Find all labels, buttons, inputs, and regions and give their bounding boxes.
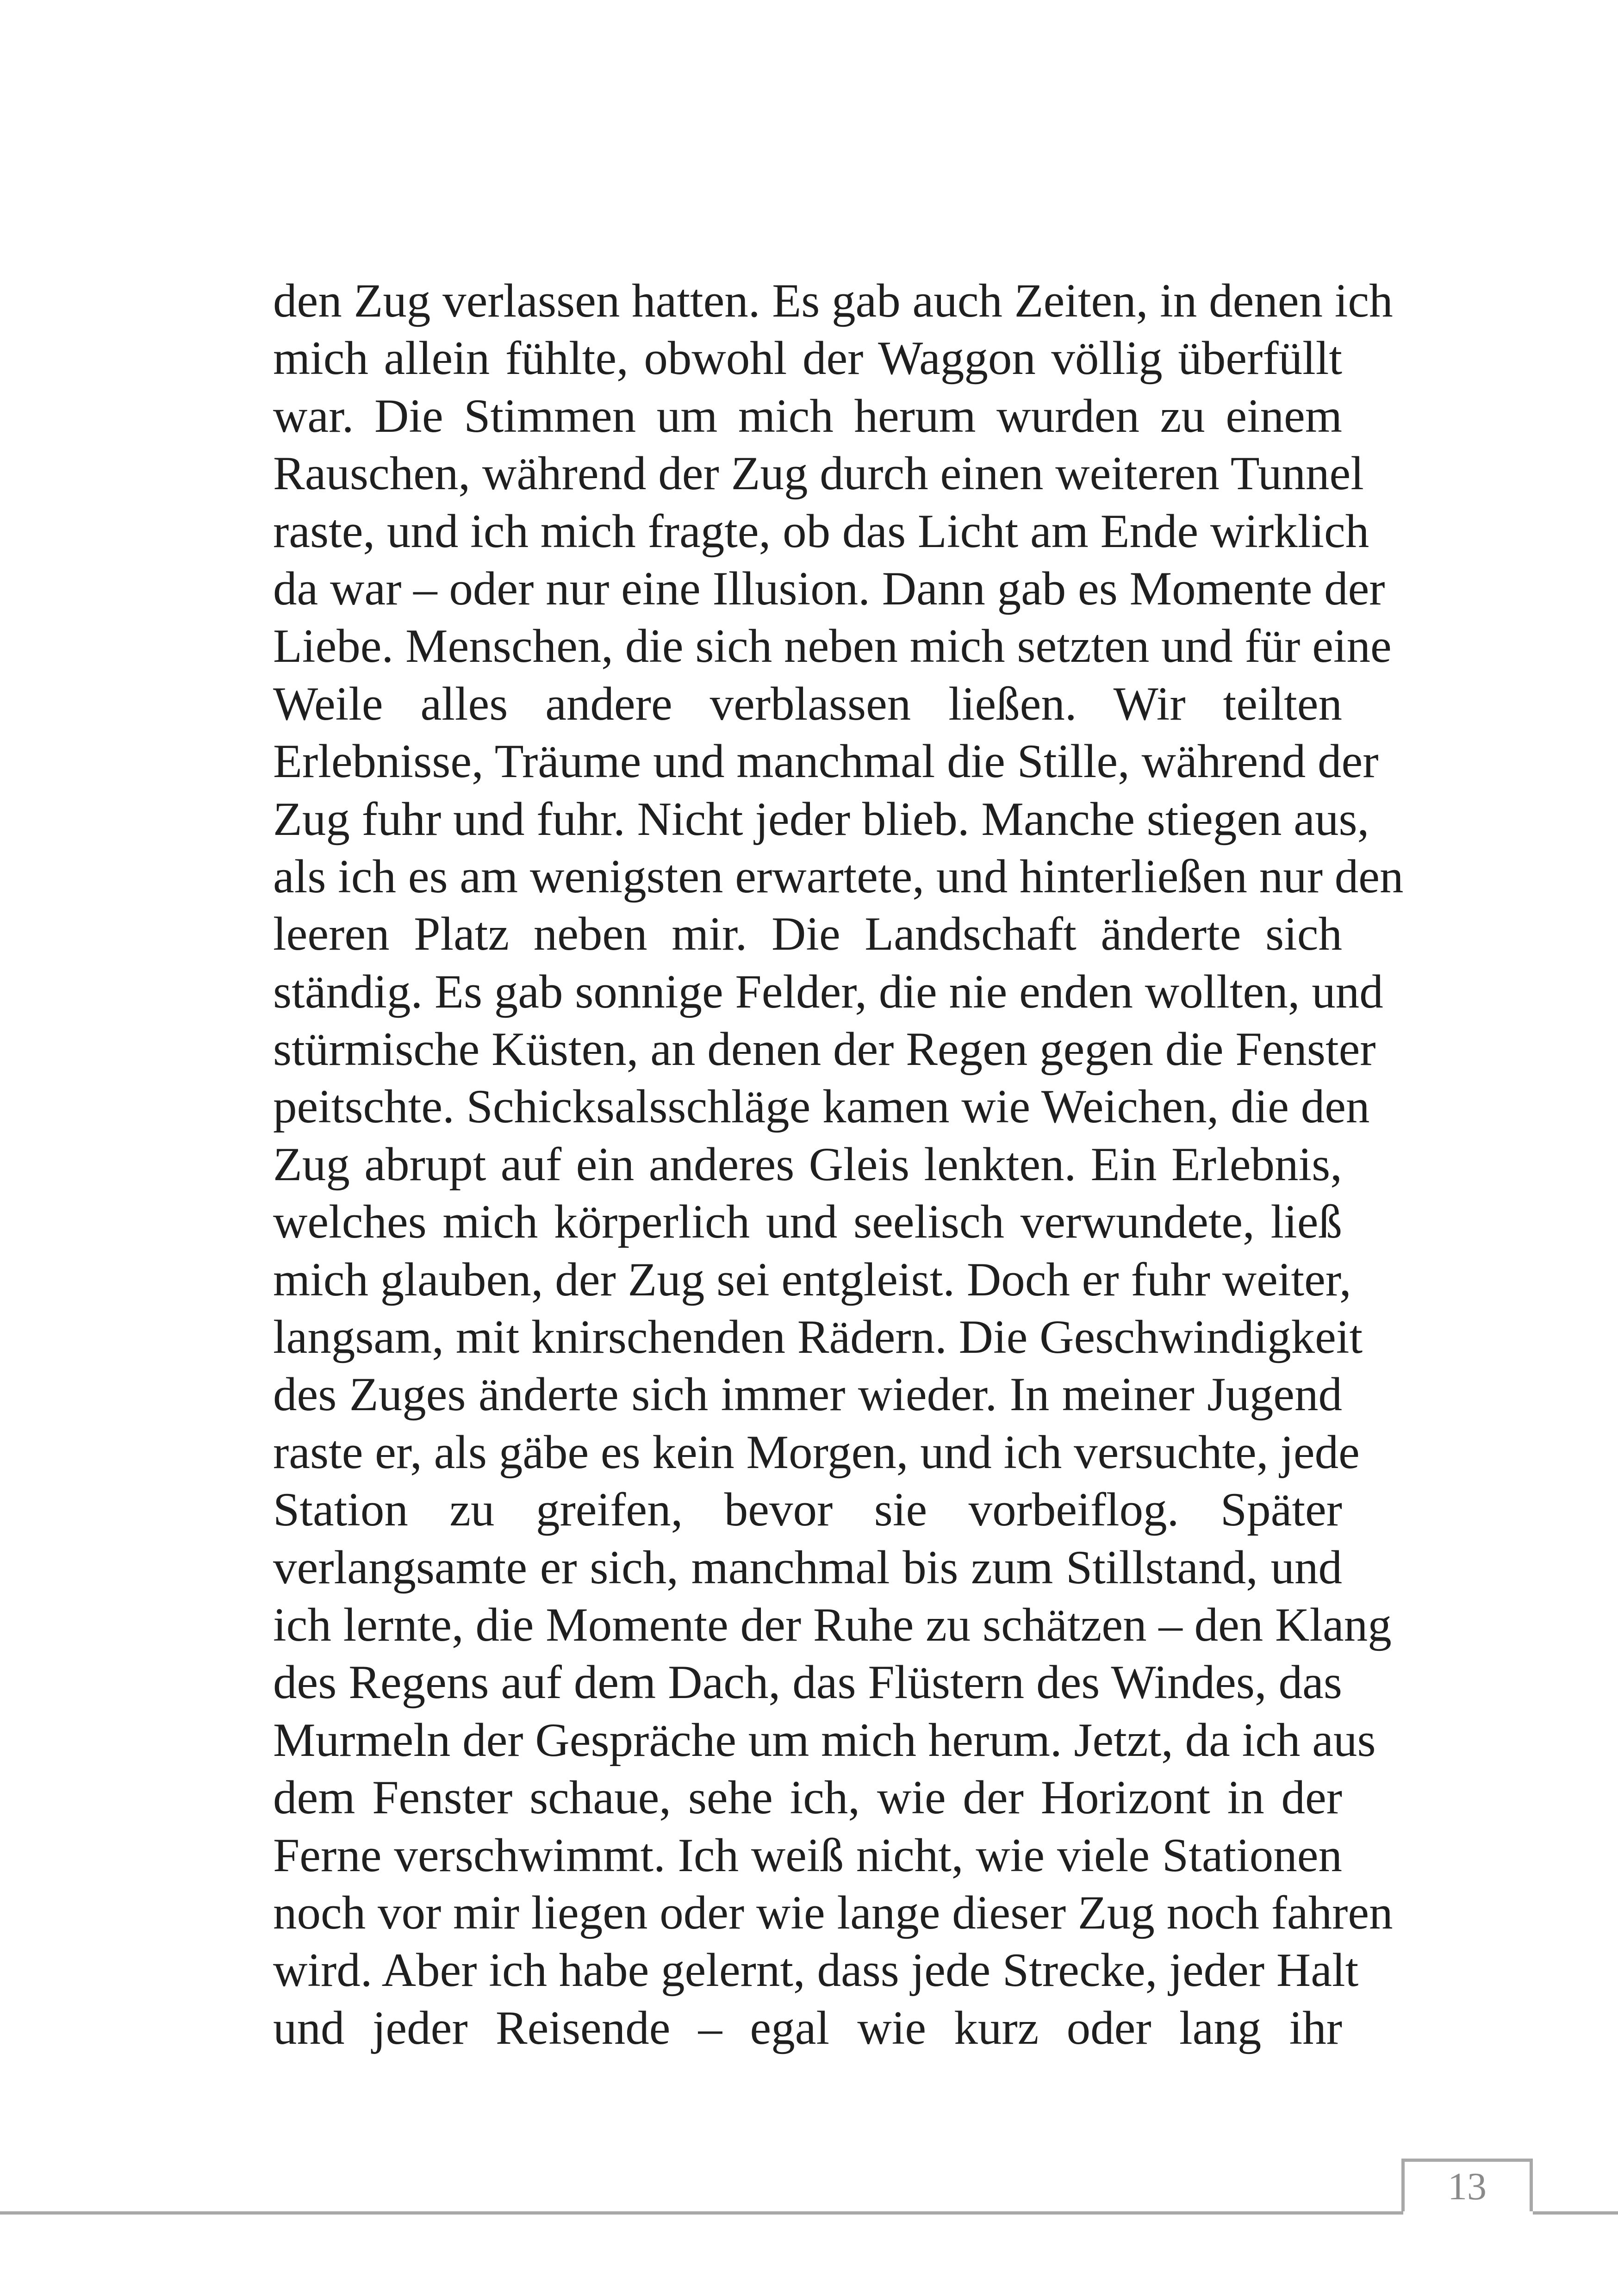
body-text: [273, 272, 1404, 2057]
text-line: verlangsamte er sich, manchmal bis zum Stillstand, und: [273, 1541, 1342, 1594]
text-line: Liebe. Menschen, die sich neben mich setzten und für eine: [273, 620, 1392, 673]
text-line: da war – oder nur eine Illusion. Dann gab es Momente der: [273, 562, 1385, 615]
text-line: Rauschen, während der Zug durch einen weiteren Tunnel: [273, 447, 1364, 500]
text-line: Station zu greifen, bevor sie vorbeiflog. Später: [273, 1483, 1342, 1537]
footer-rule-right: [1533, 2211, 1618, 2215]
text-line: noch vor mir liegen oder wie lange dieser Zug noch fahren: [273, 1886, 1393, 1939]
text-line: stürmische Küsten, an denen der Regen gegen die Fenster: [273, 1023, 1376, 1076]
text-line: und jeder Reisende – egal wie kurz oder lang ihr: [273, 2001, 1342, 2054]
text-line: mich allein fühlte, obwohl der Waggon völlig überfüllt: [273, 332, 1342, 385]
text-line: langsam, mit knirschenden Rädern. Die Geschwindigkeit: [273, 1311, 1363, 1364]
text-line: Weile alles andere verblassen ließen. Wir teilten: [273, 677, 1342, 730]
text-line: Zug fuhr und fuhr. Nicht jeder blieb. Manche stiegen aus,: [273, 792, 1369, 846]
text-line: Zug abrupt auf ein anderes Gleis lenkten. Ein Erlebnis,: [273, 1138, 1342, 1191]
text-line: ich lernte, die Momente der Ruhe zu schätzen – den Klang: [273, 1598, 1392, 1651]
text-line: Ferne verschwimmt. Ich weiß nicht, wie viele Stationen: [273, 1829, 1342, 1882]
text-line: leeren Platz neben mir. Die Landschaft änderte sich: [273, 908, 1342, 961]
text-line: raste er, als gäbe es kein Morgen, und ich versuchte, jede: [273, 1425, 1360, 1479]
text-line: welches mich körperlich und seelisch verwundete, ließ: [273, 1195, 1342, 1249]
page-number-box: [1401, 2159, 1533, 2211]
footer-rule-left: [0, 2211, 1403, 2215]
text-line: des Zuges änderte sich immer wieder. In meiner Jugend: [273, 1368, 1342, 1421]
text-line: ständig. Es gab sonnige Felder, die nie enden wollten, und: [273, 965, 1383, 1018]
text-line: peitschte. Schicksalsschläge kamen wie Weichen, die den: [273, 1080, 1370, 1133]
text-line: des Regens auf dem Dach, das Flüstern des Windes, das: [273, 1656, 1342, 1709]
page-number: 13: [1448, 2165, 1487, 2208]
text-line: dem Fenster schaue, sehe ich, wie der Horizont in der: [273, 1771, 1342, 1824]
text-line: den Zug verlassen hatten. Es gab auch Zeiten, in denen ich: [273, 274, 1393, 327]
text-line: Murmeln der Gespräche um mich herum. Jetzt, da ich aus: [273, 1713, 1376, 1767]
text-line: wird. Aber ich habe gelernt, dass jede Strecke, jeder Halt: [273, 1944, 1359, 1997]
text-line: raste, und ich mich fragte, ob das Licht am Ende wirklich: [273, 504, 1369, 558]
text-line: Erlebnisse, Träume und manchmal die Stille, während der: [273, 735, 1379, 788]
text-line: als ich es am wenigsten erwartete, und hinterließen nur den: [273, 850, 1404, 903]
text-line: mich glauben, der Zug sei entgleist. Doch er fuhr weiter,: [273, 1253, 1351, 1306]
text-line: war. Die Stimmen um mich herum wurden zu einem: [273, 389, 1342, 442]
